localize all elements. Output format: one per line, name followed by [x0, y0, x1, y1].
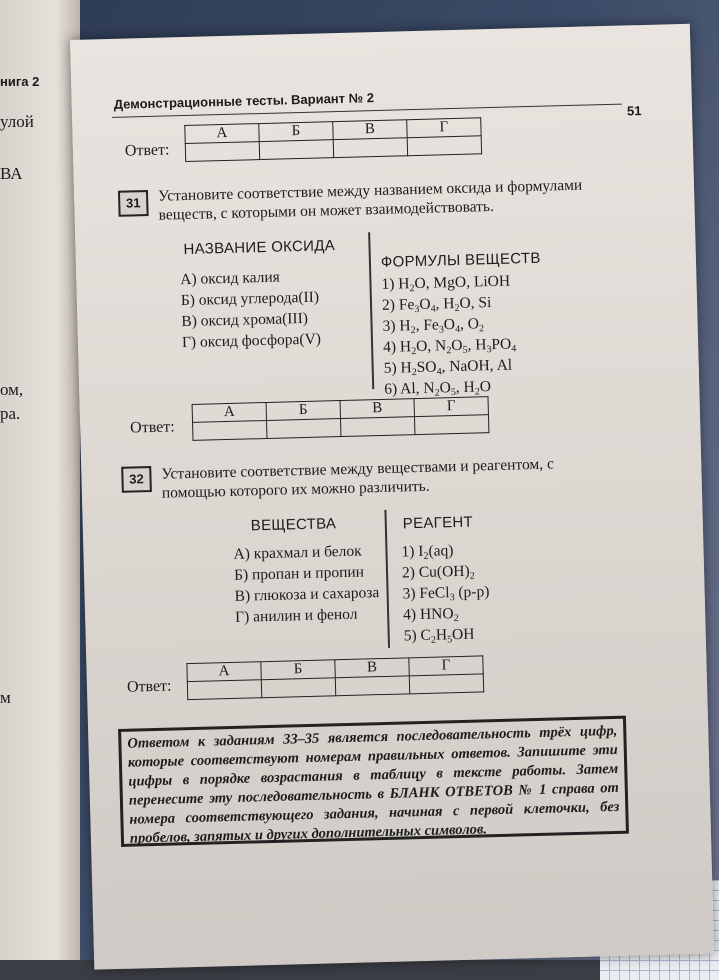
list-item: В) оксид хрома(III) [181, 309, 309, 331]
formula-item: 6) Al, $N_2O_5$, $H_2O$ [384, 378, 492, 399]
task-number-31: 31 [118, 190, 149, 217]
task-32-right-heading: РЕАГЕНТ [402, 513, 474, 533]
page-number: 51 [626, 103, 642, 119]
formula-subscript: 3 [438, 324, 445, 336]
answer-cell[interactable] [261, 678, 335, 698]
formula-item: 5) $C_2H_5OH$ [403, 625, 475, 646]
formula-subscript: 2 [478, 323, 485, 335]
formula-subscript: 2 [411, 346, 417, 358]
answer-column-header: В [335, 658, 409, 678]
left-page-fragment: ра. [0, 404, 21, 423]
answer-column-header: Г [409, 656, 483, 676]
formula-item: 4) $HNO_2$ [402, 605, 459, 625]
answer-column-header: А [192, 402, 266, 422]
answer-column-header: В [340, 399, 414, 419]
formula-item: 1) $H_2O$, MgO, LiOH [381, 272, 511, 295]
answer-cell[interactable] [187, 680, 261, 700]
formula-subscript: 2 [430, 634, 437, 646]
answer-column-header: Б [266, 401, 340, 421]
formula-subscript: 2 [410, 325, 416, 337]
formula-item: 2) $Fe_3O_4$, $H_2O$, Si [381, 294, 492, 316]
task-32-left-heading: ВЕЩЕСТВА [250, 515, 337, 535]
left-page-fragment: ом, [0, 380, 24, 399]
answer-cell[interactable] [333, 138, 407, 158]
formula-subscript: 2 [434, 387, 440, 399]
answer-cell[interactable] [185, 142, 259, 162]
answer-cell[interactable] [267, 419, 341, 439]
task-number-32: 32 [121, 466, 152, 493]
formula-subscript: 4 [430, 303, 436, 315]
answer-label: Ответ: [126, 677, 172, 696]
answer-column-header: Б [261, 660, 335, 680]
answer-column-header: Г [407, 118, 481, 138]
formula-subscript: 3 [414, 303, 420, 316]
answer-cell[interactable] [409, 674, 483, 694]
formula-subscript: 2 [423, 550, 429, 562]
answer-cell[interactable] [259, 140, 333, 160]
formula-subscript: 4 [511, 343, 517, 355]
answer-column-header: А [185, 124, 259, 144]
left-page-header: нига 2 [0, 74, 40, 89]
formula-item: 3) $H_2$, $Fe_3O_4$, $O_2$ [382, 315, 485, 337]
formula-subscript: 4 [455, 323, 461, 336]
formula-subscript: 2 [409, 283, 415, 295]
answer-cell[interactable] [407, 136, 481, 156]
formula-subscript: 5 [447, 634, 453, 646]
task-32-right-list [401, 539, 491, 646]
answer-table-31 [192, 396, 490, 441]
column-divider [384, 510, 389, 648]
task-31-right-list [381, 270, 517, 399]
task-32-left-list [233, 540, 380, 628]
answer-column-header: А [187, 662, 261, 682]
list-item: В) глюкоза и сахароза [234, 584, 380, 605]
formula-item: 3) FeCl$_3$ (р-р) [402, 583, 490, 604]
formula-subscript: 4 [436, 366, 442, 378]
formula-item: 2) $Cu(OH)_2$ [401, 562, 475, 582]
answer-label: Ответ: [124, 141, 170, 160]
formula-subscript: 2 [446, 345, 452, 357]
answer-cell[interactable] [341, 417, 415, 437]
task-31-left-list [180, 266, 321, 354]
answer-table-30 [184, 117, 482, 162]
left-page-fragment: улой [0, 112, 34, 131]
answer-table-32 [186, 655, 484, 700]
list-item: А) оксид калия [180, 268, 281, 289]
list-item: А) крахмал и белок [233, 542, 362, 563]
task-31-left-heading: НАЗВАНИЕ ОКСИДА [183, 237, 336, 259]
answer-column-header: В [333, 120, 407, 140]
left-page-fragment: м [0, 688, 11, 707]
answer-column-header: Г [414, 397, 488, 417]
formula-subscript: 3 [449, 592, 455, 604]
instructions-notice: Ответом к заданиям 33–35 является последовательность трёх цифр, которые соответствуют номерам правильных ответов. Запишите эти цифры в порядке возрастания в таблицу в тексте работы. Затем перенесите эту последовательность в БЛАНК ОТВЕТОВ № 1 справа от номера соответствующего задания, начиная с первой клеточки, без пробелов, запятых и других дополнительных символов. [118, 716, 629, 847]
task-31-text: Установите соответствие между названием оксида и формулами веществ, с которыми он может взаимодействовать. [157, 176, 583, 224]
task-31-right-heading: ФОРМУЛЫ ВЕЩЕСТВ [380, 249, 541, 271]
task-32-text: Установите соответствие между веществами и реагентом, с помощью которого их можно различить. [161, 455, 555, 502]
formula-subscript: 5 [462, 344, 468, 356]
formula-subscript: 2 [474, 386, 481, 398]
list-item: Б) пропан и пропин [233, 563, 365, 584]
formula-subscript: 2 [411, 367, 417, 379]
formula-subscript: 3 [486, 344, 492, 356]
book-page [70, 24, 714, 970]
formula-item: 5) $H_2SO_4$, NaOH, Al [383, 356, 513, 379]
answer-cell[interactable] [193, 420, 267, 440]
column-divider [368, 232, 374, 389]
answer-column-header: Б [259, 122, 333, 142]
running-head: Демонстрационные тесты. Вариант № 2 [113, 90, 375, 112]
formula-subscript: 2 [453, 613, 459, 625]
list-item: Г) анилин и фенол [234, 605, 358, 626]
formula-subscript: 2 [469, 570, 475, 582]
list-item: Б) оксид углерода(II) [180, 288, 320, 310]
formula-subscript: 2 [454, 302, 460, 315]
left-page-fragment: ВА [0, 164, 23, 183]
list-item: Г) оксид фосфора(V) [181, 330, 322, 352]
left-book-page [0, 0, 80, 960]
formula-item: 4) $H_2O$, $N_2O_5$, $H_3PO_4$ [382, 335, 517, 358]
answer-cell[interactable] [335, 676, 409, 696]
answer-cell[interactable] [414, 415, 488, 435]
answer-label: Ответ: [129, 418, 175, 437]
formula-subscript: 5 [450, 387, 457, 399]
formula-item: 1) $I_2(aq)$ [401, 542, 454, 562]
